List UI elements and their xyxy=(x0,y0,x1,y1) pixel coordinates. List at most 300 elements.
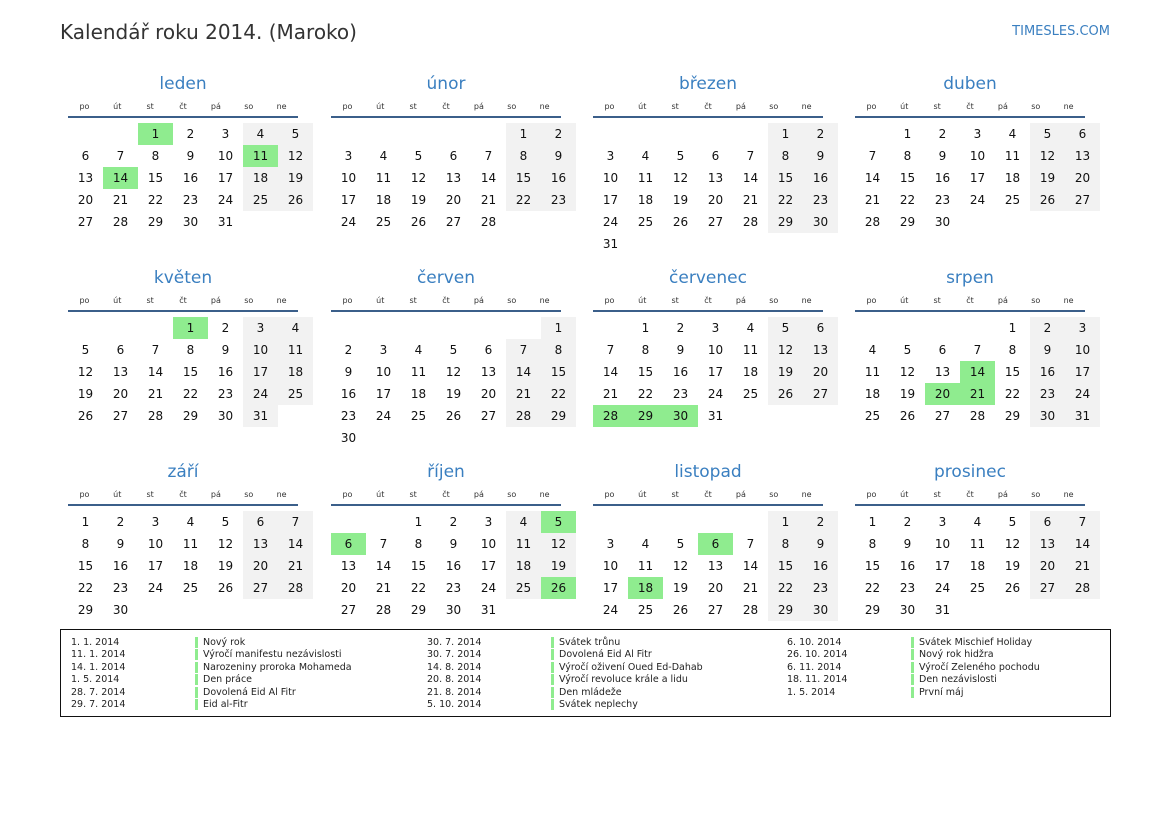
week-row xyxy=(855,511,1100,533)
weekday-label: pá xyxy=(735,102,746,111)
day-cell: 7 xyxy=(746,149,755,163)
weekday-label: út xyxy=(638,102,647,111)
day-cell: 28 xyxy=(1065,577,1100,599)
day-cell: 3 xyxy=(484,515,493,529)
day-cell: 29 xyxy=(77,603,94,617)
day-cell: 17 xyxy=(602,581,619,595)
day-cell: 3 xyxy=(711,321,720,335)
day-cell: 30 xyxy=(934,215,951,229)
weekday-label: čt xyxy=(966,490,974,499)
day-cell: 13 xyxy=(1065,145,1100,167)
weekday-header xyxy=(855,294,1085,312)
day-cell: 23 xyxy=(803,577,838,599)
day-cell: 11 xyxy=(969,537,986,551)
week-row xyxy=(855,123,1100,145)
day-cell: 4 xyxy=(973,515,982,529)
week-row xyxy=(331,405,576,427)
day-cell: 23 xyxy=(182,193,199,207)
empty-day xyxy=(995,211,1030,233)
day-cell: 27 xyxy=(1065,189,1100,211)
day-cell: 2 xyxy=(938,127,947,141)
weekday-label: út xyxy=(113,102,122,111)
week-row xyxy=(331,317,576,339)
day-cell: 5 xyxy=(903,343,912,357)
day-cell: 13 xyxy=(803,339,838,361)
month-days xyxy=(68,511,313,621)
day-cell: 7 xyxy=(151,343,160,357)
legend-row xyxy=(71,699,352,711)
brand-link[interactable]: TIMESLES.COM xyxy=(1012,24,1110,39)
day-cell: 11 xyxy=(864,365,881,379)
weekday-label: ne xyxy=(539,102,550,111)
week-row xyxy=(593,123,838,145)
month-3 xyxy=(585,72,831,255)
weekday-label: ne xyxy=(539,296,550,305)
day-cell: 4 xyxy=(746,321,755,335)
day-cell: 10 xyxy=(243,339,278,361)
day-cell: 22 xyxy=(637,387,654,401)
day-cell: 24 xyxy=(969,193,986,207)
week-row xyxy=(593,361,838,383)
legend-row xyxy=(427,649,703,661)
day-cell: 18 xyxy=(278,361,313,383)
day-cell: 27 xyxy=(112,409,129,423)
day-cell: 13 xyxy=(934,365,951,379)
day-cell: 20 xyxy=(112,387,129,401)
weekday-label: po xyxy=(342,296,353,305)
day-cell: 13 xyxy=(480,365,497,379)
week-row xyxy=(68,145,313,167)
day-cell: 20 xyxy=(707,581,724,595)
day-cell: 22 xyxy=(506,189,541,211)
month-4 xyxy=(847,72,1093,233)
week-row xyxy=(855,167,1100,189)
weekday-label: so xyxy=(507,490,517,499)
empty-day xyxy=(733,511,768,533)
day-cell: 6 xyxy=(698,533,733,555)
weekday-label: po xyxy=(342,102,353,111)
day-cell: 12 xyxy=(672,171,689,185)
empty-day xyxy=(768,233,803,255)
day-cell: 27 xyxy=(1030,577,1065,599)
holiday-date: 14. 1. 2014 xyxy=(71,661,126,673)
holiday-name: Výročí Zeleného pochodu xyxy=(911,662,1040,673)
day-cell: 7 xyxy=(746,537,755,551)
weekday-label: po xyxy=(866,296,877,305)
weekday-label: pá xyxy=(473,490,484,499)
weekday-label: po xyxy=(79,296,90,305)
day-cell: 4 xyxy=(379,149,388,163)
holiday-date: 6. 11. 2014 xyxy=(787,661,842,673)
day-cell: 12 xyxy=(77,365,94,379)
month-days xyxy=(855,511,1100,621)
day-cell: 13 xyxy=(1030,533,1065,555)
day-cell: 17 xyxy=(934,559,951,573)
month-days xyxy=(855,317,1100,427)
day-cell: 10 xyxy=(480,537,497,551)
week-row xyxy=(68,211,313,233)
day-cell: 7 xyxy=(606,343,615,357)
weekday-label: po xyxy=(866,490,877,499)
day-cell: 9 xyxy=(116,537,125,551)
empty-day xyxy=(890,317,925,339)
day-cell: 28 xyxy=(147,409,164,423)
empty-day xyxy=(663,123,698,145)
day-cell: 2 xyxy=(903,515,912,529)
holiday-name: Dovolená Eid Al Fitr xyxy=(195,687,296,698)
holiday-date: 18. 11. 2014 xyxy=(787,674,848,686)
weekday-label: út xyxy=(376,296,385,305)
day-cell: 5 xyxy=(768,317,803,339)
legend-row xyxy=(787,687,1040,699)
holiday-name: Svátek Mischief Holiday xyxy=(911,637,1032,648)
day-cell: 24 xyxy=(602,215,619,229)
week-row xyxy=(855,405,1100,427)
day-cell: 15 xyxy=(768,555,803,577)
day-cell: 2 xyxy=(803,123,838,145)
day-cell: 9 xyxy=(903,537,912,551)
day-cell: 6 xyxy=(484,343,493,357)
month-name: listopad xyxy=(674,462,742,482)
weekday-label: po xyxy=(604,102,615,111)
week-row xyxy=(593,189,838,211)
weekday-label: so xyxy=(1031,102,1041,111)
month-days xyxy=(68,317,313,427)
day-cell: 11 xyxy=(637,559,654,573)
day-cell: 1 xyxy=(414,515,423,529)
day-cell: 17 xyxy=(340,193,357,207)
day-cell: 26 xyxy=(77,409,94,423)
day-cell: 5 xyxy=(278,123,313,145)
month-name: leden xyxy=(159,74,207,94)
day-cell: 26 xyxy=(899,409,916,423)
month-name: květen xyxy=(153,268,213,288)
day-cell: 17 xyxy=(480,559,497,573)
day-cell: 13 xyxy=(340,559,357,573)
day-cell: 16 xyxy=(934,171,951,185)
week-row xyxy=(68,189,313,211)
empty-day xyxy=(68,317,103,339)
empty-day xyxy=(331,317,366,339)
day-cell: 29 xyxy=(541,405,576,427)
day-cell: 31 xyxy=(243,405,278,427)
empty-day xyxy=(401,427,436,449)
week-row xyxy=(68,577,313,599)
day-cell: 16 xyxy=(899,559,916,573)
empty-day xyxy=(278,599,313,621)
month-days xyxy=(331,317,576,449)
weekday-label: ne xyxy=(1063,296,1074,305)
day-cell: 3 xyxy=(379,343,388,357)
empty-day xyxy=(366,511,401,533)
day-cell: 20 xyxy=(243,555,278,577)
legend-row xyxy=(71,687,352,699)
weekday-label: so xyxy=(507,296,517,305)
legend-row xyxy=(427,662,703,674)
empty-day xyxy=(366,317,401,339)
week-row xyxy=(855,339,1100,361)
day-cell: 25 xyxy=(375,215,392,229)
day-cell: 20 xyxy=(803,361,838,383)
weekday-header xyxy=(68,488,298,506)
weekday-header xyxy=(331,294,561,312)
day-cell: 6 xyxy=(243,511,278,533)
day-cell: 21 xyxy=(602,387,619,401)
day-cell: 22 xyxy=(77,581,94,595)
month-days xyxy=(593,511,838,621)
day-cell: 15 xyxy=(147,171,164,185)
legend-row xyxy=(71,637,352,649)
empty-day xyxy=(1065,211,1100,233)
week-row xyxy=(68,383,313,405)
day-cell: 23 xyxy=(672,387,689,401)
week-row xyxy=(855,145,1100,167)
day-cell: 18 xyxy=(742,365,759,379)
holiday-date: 11. 1. 2014 xyxy=(71,649,126,661)
weekday-label: st xyxy=(671,296,679,305)
day-cell: 28 xyxy=(969,409,986,423)
week-row xyxy=(855,577,1100,599)
day-cell: 1 xyxy=(506,123,541,145)
day-cell: 10 xyxy=(602,171,619,185)
day-cell: 16 xyxy=(672,365,689,379)
day-cell: 19 xyxy=(445,387,462,401)
day-cell: 17 xyxy=(217,171,234,185)
day-cell: 9 xyxy=(541,145,576,167)
weekday-label: čt xyxy=(179,102,187,111)
day-cell: 11 xyxy=(278,339,313,361)
day-cell: 27 xyxy=(445,215,462,229)
day-cell: 16 xyxy=(803,167,838,189)
day-cell: 14 xyxy=(960,361,995,383)
empty-day xyxy=(278,211,313,233)
day-cell: 25 xyxy=(637,603,654,617)
day-cell: 26 xyxy=(410,215,427,229)
day-cell: 11 xyxy=(637,171,654,185)
day-cell: 6 xyxy=(803,317,838,339)
month-days xyxy=(331,511,576,621)
day-cell: 11 xyxy=(506,533,541,555)
day-cell: 12 xyxy=(445,365,462,379)
month-name: únor xyxy=(426,74,466,94)
empty-day xyxy=(506,599,541,621)
day-cell: 14 xyxy=(147,365,164,379)
holiday-date: 14. 8. 2014 xyxy=(427,661,482,673)
day-cell: 8 xyxy=(641,343,650,357)
day-cell: 23 xyxy=(541,189,576,211)
day-cell: 27 xyxy=(934,409,951,423)
day-cell: 31 xyxy=(934,603,951,617)
day-cell: 11 xyxy=(375,171,392,185)
holiday-date: 30. 7. 2014 xyxy=(427,637,482,648)
weekday-label: st xyxy=(409,296,417,305)
day-cell: 18 xyxy=(1004,171,1021,185)
day-cell: 1 xyxy=(868,515,877,529)
day-cell: 29 xyxy=(768,211,803,233)
week-row xyxy=(331,427,576,449)
day-cell: 10 xyxy=(707,343,724,357)
month-days xyxy=(593,317,838,427)
week-row xyxy=(331,211,576,233)
day-cell: 28 xyxy=(864,215,881,229)
day-cell: 13 xyxy=(243,533,278,555)
weekday-label: po xyxy=(79,490,90,499)
weekday-header xyxy=(855,488,1085,506)
day-cell: 18 xyxy=(243,167,278,189)
day-cell: 27 xyxy=(340,603,357,617)
weekday-label: st xyxy=(146,490,154,499)
day-cell: 7 xyxy=(379,537,388,551)
holiday-date: 29. 7. 2014 xyxy=(71,698,126,710)
week-row xyxy=(68,317,313,339)
day-cell: 25 xyxy=(506,577,541,599)
holiday-name: Výročí manifestu nezávislosti xyxy=(195,649,342,660)
day-cell: 16 xyxy=(217,365,234,379)
day-cell: 23 xyxy=(340,409,357,423)
day-cell: 6 xyxy=(711,149,720,163)
empty-day xyxy=(506,427,541,449)
holiday-name: Svátek neplechy xyxy=(551,699,638,710)
day-cell: 8 xyxy=(768,533,803,555)
weekday-label: po xyxy=(604,490,615,499)
week-row xyxy=(593,211,838,233)
empty-day xyxy=(68,123,103,145)
empty-day xyxy=(366,123,401,145)
day-cell: 15 xyxy=(506,167,541,189)
empty-day xyxy=(593,317,628,339)
weekday-label: út xyxy=(900,102,909,111)
day-cell: 18 xyxy=(864,387,881,401)
day-cell: 8 xyxy=(81,537,90,551)
day-cell: 17 xyxy=(147,559,164,573)
day-cell: 4 xyxy=(243,123,278,145)
day-cell: 8 xyxy=(414,537,423,551)
weekday-label: čt xyxy=(442,296,450,305)
weekday-header xyxy=(331,488,561,506)
day-cell: 9 xyxy=(676,343,685,357)
day-cell: 3 xyxy=(1065,317,1100,339)
day-cell: 23 xyxy=(899,581,916,595)
week-row xyxy=(68,555,313,577)
weekday-label: út xyxy=(376,102,385,111)
day-cell: 4 xyxy=(414,343,423,357)
week-row xyxy=(593,405,838,427)
day-cell: 3 xyxy=(151,515,160,529)
week-row xyxy=(855,317,1100,339)
weekday-label: so xyxy=(244,102,254,111)
empty-day xyxy=(243,599,278,621)
weekday-label: pá xyxy=(997,102,1008,111)
day-cell: 23 xyxy=(112,581,129,595)
weekday-label: so xyxy=(244,490,254,499)
day-cell: 8 xyxy=(506,145,541,167)
day-cell: 16 xyxy=(112,559,129,573)
holiday-name: Dovolená Eid Al Fitr xyxy=(551,649,652,660)
day-cell: 14 xyxy=(742,559,759,573)
week-row xyxy=(593,599,838,621)
day-cell: 26 xyxy=(541,577,576,599)
month-7 xyxy=(585,266,831,427)
day-cell: 5 xyxy=(1008,515,1017,529)
holiday-name: Výročí revoluce krále a lidu xyxy=(551,674,688,685)
empty-day xyxy=(733,123,768,145)
holiday-name: Svátek trůnu xyxy=(551,637,620,648)
day-cell: 20 xyxy=(340,581,357,595)
day-cell: 28 xyxy=(480,215,497,229)
day-cell: 10 xyxy=(375,365,392,379)
week-row xyxy=(855,555,1100,577)
week-row xyxy=(331,383,576,405)
holiday-legend xyxy=(60,629,1111,717)
month-9 xyxy=(60,460,306,621)
month-name: prosinec xyxy=(934,462,1006,482)
day-cell: 8 xyxy=(903,149,912,163)
day-cell: 21 xyxy=(375,581,392,595)
legend-row xyxy=(787,662,1040,674)
day-cell: 21 xyxy=(864,193,881,207)
day-cell: 26 xyxy=(672,215,689,229)
day-cell: 22 xyxy=(147,193,164,207)
day-cell: 7 xyxy=(868,149,877,163)
day-cell: 8 xyxy=(541,339,576,361)
legend-row xyxy=(71,662,352,674)
empty-day xyxy=(278,405,313,427)
month-name: červenec xyxy=(669,268,747,288)
day-cell: 30 xyxy=(340,431,357,445)
day-cell: 22 xyxy=(541,383,576,405)
empty-day xyxy=(331,511,366,533)
day-cell: 1 xyxy=(81,515,90,529)
legend-row xyxy=(427,687,703,699)
day-cell: 23 xyxy=(934,193,951,207)
day-cell: 22 xyxy=(864,581,881,595)
weekday-label: so xyxy=(1031,296,1041,305)
weekday-label: so xyxy=(244,296,254,305)
weekday-label: čt xyxy=(179,296,187,305)
day-cell: 26 xyxy=(672,603,689,617)
week-row xyxy=(855,361,1100,383)
day-cell: 17 xyxy=(602,193,619,207)
day-cell: 12 xyxy=(541,533,576,555)
day-cell: 7 xyxy=(116,149,125,163)
weekday-label: čt xyxy=(704,296,712,305)
day-cell: 20 xyxy=(77,193,94,207)
day-cell: 21 xyxy=(480,193,497,207)
day-cell: 26 xyxy=(278,189,313,211)
day-cell: 10 xyxy=(602,559,619,573)
day-cell: 18 xyxy=(410,387,427,401)
day-cell: 15 xyxy=(541,361,576,383)
week-row xyxy=(331,145,576,167)
legend-column-1 xyxy=(71,637,352,711)
week-row xyxy=(331,189,576,211)
weekday-label: so xyxy=(769,490,779,499)
day-cell: 21 xyxy=(112,193,129,207)
day-cell: 30 xyxy=(182,215,199,229)
week-row xyxy=(331,577,576,599)
legend-row xyxy=(71,649,352,661)
week-row xyxy=(68,167,313,189)
day-cell: 9 xyxy=(186,149,195,163)
month-name: červen xyxy=(416,268,476,288)
day-cell: 25 xyxy=(182,581,199,595)
empty-day xyxy=(541,211,576,233)
day-cell: 14 xyxy=(375,559,392,573)
legend-row xyxy=(71,674,352,686)
month-name: duben xyxy=(943,74,997,94)
day-cell: 28 xyxy=(593,405,628,427)
day-cell: 11 xyxy=(243,145,278,167)
